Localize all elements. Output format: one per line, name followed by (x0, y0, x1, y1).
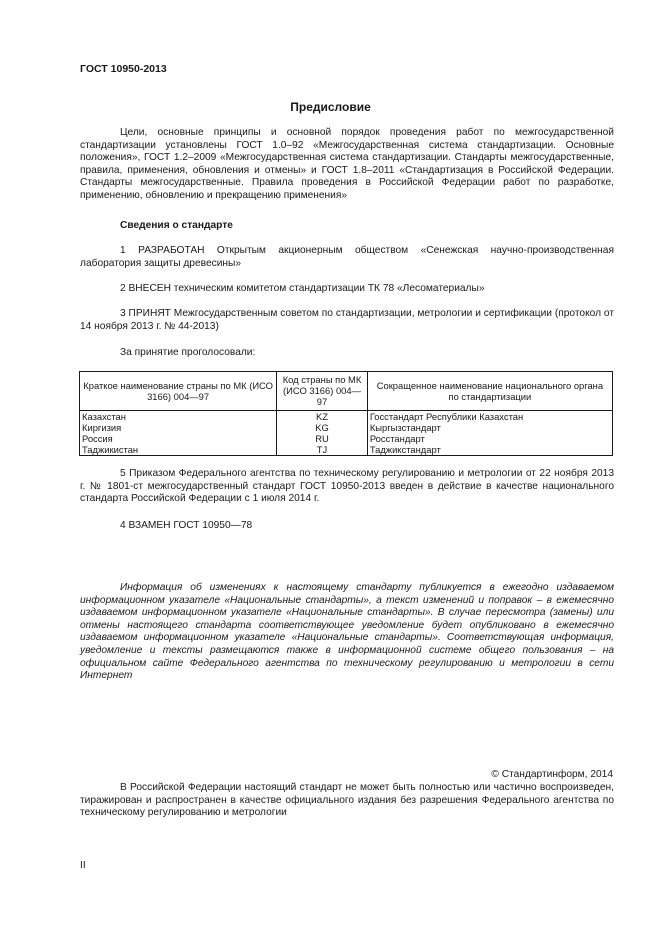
table-header-agency: Сокращенное наименование национального органа по стандартизации (367, 372, 612, 411)
table-cell-code: TJ (277, 444, 368, 456)
table-header-country: Краткое наименование страны по МК (ИСО 3166) 004—97 (80, 372, 277, 411)
copyright-line: © Стандартинформ, 2014 (491, 769, 613, 780)
table-row (80, 422, 613, 433)
table-header-code: Код страны по МК (ИСО 3166) 004—97 (277, 372, 368, 411)
table-row (80, 444, 613, 456)
rights-paragraph: В Российской Федерации настоящий стандарт не может быть полностью или частично воспроизведен, тиражирован и распространен в качестве официального издания без разрешения Федерального агентства по техническому регулированию и метрологии (80, 782, 614, 819)
voted-label: За принятие проголосовали: (120, 347, 256, 358)
intro-paragraph: Цели, основные принципы и основной порядок проведения работ по межгосударственной стандартизации установлены ГОСТ 1.0–92 «Межгосударственная система стандартизации. Основные положения», ГОСТ 1.2–2009 «Межгосударственная система стандартизации. Стандарты межгосударственные, правила, применения, обновления и отмены» и ГОСТ 1.8–2011 «Стандартизация в Российской Федерации. Стандарты межгосударственные. Правила проведения в Российской Федерации работ по разработке, применению, обновлению и прекращению применения» (80, 127, 614, 201)
table-cell-agency: Росстандарт (367, 433, 612, 444)
item-3-paragraph: 3 ПРИНЯТ Межгосударственным советом по стандартизации, метрологии и сертификации (протокол от 14 ноября 2013 г. № 44-2013) (80, 308, 614, 332)
table-cell-code: KG (277, 422, 368, 433)
table-cell-country: Киргизия (80, 422, 277, 433)
info-heading: Сведения о стандарте (120, 220, 233, 231)
table-row (80, 410, 613, 422)
item-4-paragraph: 4 ВЗАМЕН ГОСТ 10950—78 (120, 520, 253, 531)
item-2-paragraph: 2 ВНЕСЕН техническим комитетом стандартизации ТК 78 «Лесоматериалы» (120, 283, 485, 294)
table-row (80, 433, 613, 444)
page-number: II (80, 860, 86, 871)
page-title: Предисловие (290, 100, 371, 114)
voting-table (79, 371, 613, 456)
table-cell-code: KZ (277, 410, 368, 422)
table-cell-country: Таджикистан (80, 444, 277, 456)
document-header: ГОСТ 10950-2013 (80, 63, 167, 75)
table-cell-agency: Таджикстандарт (367, 444, 612, 456)
table-cell-agency: Кыргызстандарт (367, 422, 612, 433)
changes-notice: Информация об изменениях к настоящему стандарту публикуется в ежегодно издаваемом информационном указателе «Национальные стандарты», а текст изменений и поправок – в ежемесячно издаваемом информационном указателе «Национальные стандарты». В случае пересмотра (замены) или отмены настоящего стандарта соответствующее уведомление будет опубликовано в ежемесячно издаваемом информационном указателе «Национальные стандарты». Соответствующая информация, уведомление и тексты размещаются также в информационной системе общего пользования – на официальном сайте Федерального агентства по техническому регулированию и метрологии в сети Интернет (80, 582, 614, 682)
item-1-paragraph: 1 РАЗРАБОТАН Открытым акционерным обществом «Сенежская научно-производственная лаборатория защиты древесины» (80, 245, 614, 269)
item-5-paragraph: 5 Приказом Федерального агентства по техническому регулированию и метрологии от 22 ноября 2013 г. № 1801-ст межгосударственный стандарт ГОСТ 10950-2013 введен в действие в качестве национального стандарта Российской Федерации с 1 июля 2014 г. (80, 468, 614, 505)
table-cell-agency: Госстандарт Республики Казахстан (367, 410, 612, 422)
table-cell-country: Казахстан (80, 410, 277, 422)
table-cell-code: RU (277, 433, 368, 444)
table-header-row (80, 372, 613, 411)
table-cell-country: Россия (80, 433, 277, 444)
